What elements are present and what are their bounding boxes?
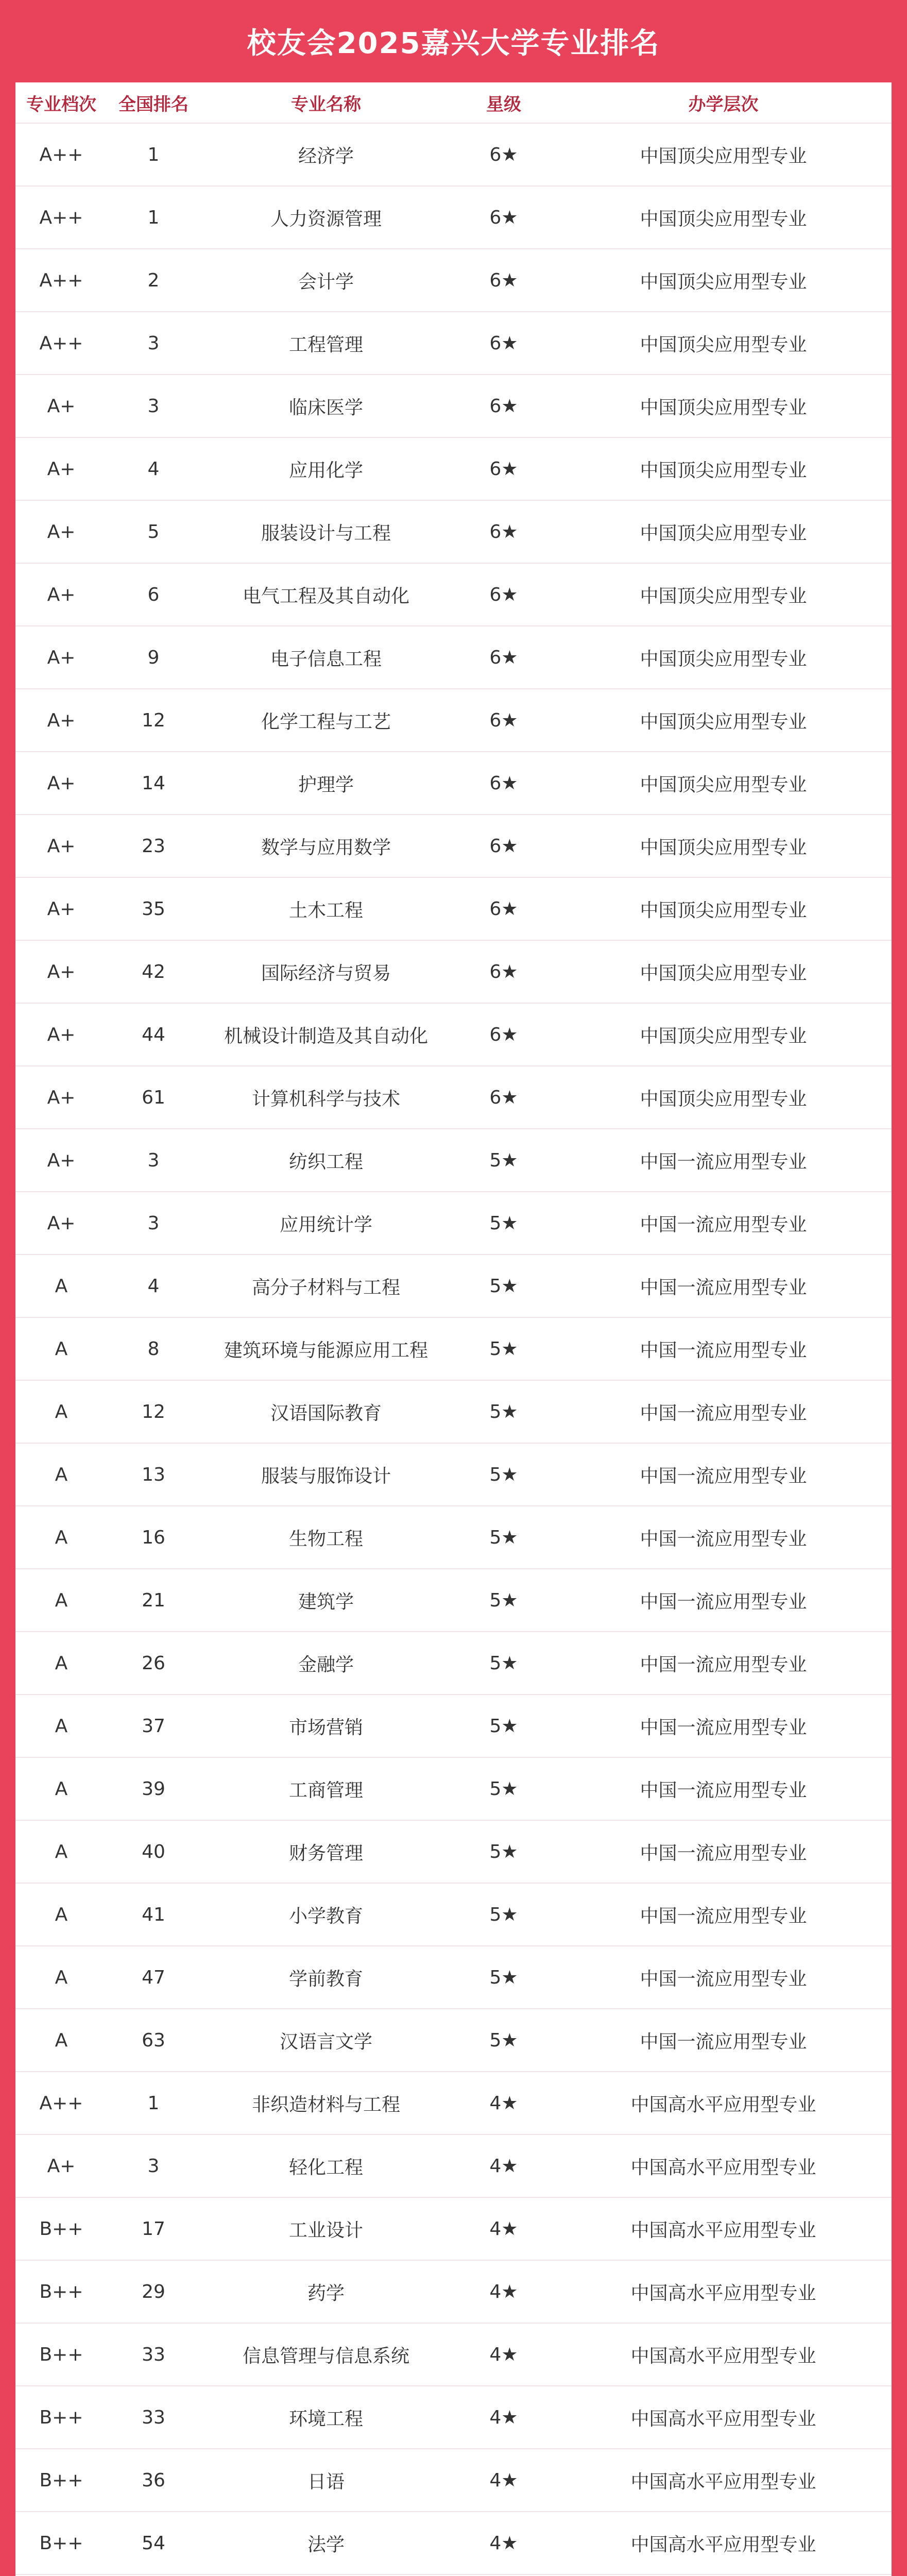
tier-cell: A+ — [47, 709, 76, 731]
star-cell: 4★ — [489, 2281, 518, 2302]
rank-cell: 3 — [147, 395, 160, 417]
major-cell: 金融学 — [298, 1654, 354, 1675]
star-cell: 5★ — [489, 1841, 518, 1862]
major-cell: 计算机科学与技术 — [251, 1088, 400, 1110]
star-cell: 6★ — [489, 772, 518, 794]
table-row — [15, 2135, 892, 2198]
star-cell: 4★ — [489, 2092, 518, 2114]
table-row — [15, 1758, 892, 1821]
star-cell: 4★ — [489, 2344, 518, 2365]
star-cell: 6★ — [489, 709, 518, 731]
tier-cell: A — [55, 1841, 68, 1862]
ranking-table — [15, 82, 892, 2576]
tier-cell: A+ — [47, 1149, 76, 1171]
tier-cell: A — [55, 1652, 68, 1674]
major-cell: 法学 — [307, 2534, 345, 2555]
major-cell: 信息管理与信息系统 — [242, 2345, 409, 2367]
major-cell: 机械设计制造及其自动化 — [224, 1025, 428, 1047]
rank-cell: 23 — [142, 835, 165, 857]
tier-cell: A+ — [47, 961, 76, 982]
tier-cell: A++ — [39, 207, 83, 228]
table-row — [15, 1569, 892, 1632]
rank-cell: 39 — [142, 1778, 165, 1800]
table-row — [15, 375, 892, 438]
major-cell: 市场营销 — [288, 1717, 363, 1738]
rank-cell: 3 — [147, 1212, 160, 1234]
table-row — [15, 2198, 892, 2261]
star-cell: 4★ — [489, 2218, 518, 2240]
table-row — [15, 501, 892, 564]
table-row — [15, 1444, 892, 1506]
major-cell: 环境工程 — [288, 2408, 363, 2430]
rank-cell: 42 — [142, 961, 165, 982]
rank-cell: 1 — [147, 2092, 160, 2114]
tier-cell: A+ — [47, 2155, 76, 2177]
star-cell: 6★ — [489, 144, 518, 165]
level-cell: 中国一流应用型专业 — [640, 1151, 807, 1173]
major-cell: 会计学 — [298, 271, 354, 293]
rank-cell: 33 — [142, 2406, 165, 2428]
rank-cell: 3 — [147, 332, 160, 354]
major-cell: 土木工程 — [288, 900, 363, 921]
level-cell: 中国顶尖应用型专业 — [640, 522, 807, 544]
rank-cell: 4 — [147, 1275, 160, 1297]
star-cell: 5★ — [489, 1149, 518, 1171]
table-row — [15, 689, 892, 752]
tier-cell: A++ — [39, 332, 83, 354]
rank-cell: 4 — [147, 458, 160, 480]
rank-cell: 35 — [142, 898, 165, 920]
rank-cell: 1 — [147, 207, 160, 228]
major-cell: 建筑学 — [298, 1591, 354, 1613]
major-cell: 工程管理 — [288, 334, 363, 355]
star-cell: 5★ — [489, 1904, 518, 1925]
level-cell: 中国一流应用型专业 — [640, 1654, 807, 1675]
tier-cell: B++ — [39, 2469, 83, 2491]
rank-cell: 3 — [147, 1149, 160, 1171]
level-cell: 中国一流应用型专业 — [640, 1717, 807, 1738]
major-cell: 学前教育 — [288, 1968, 363, 1990]
star-cell: 6★ — [489, 835, 518, 857]
level-cell: 中国顶尖应用型专业 — [640, 900, 807, 921]
table-header — [15, 82, 892, 124]
star-cell: 4★ — [489, 2532, 518, 2554]
major-cell: 高分子材料与工程 — [251, 1277, 400, 1298]
level-cell: 中国顶尖应用型专业 — [640, 1088, 807, 1110]
major-cell: 应用化学 — [288, 460, 363, 481]
level-cell: 中国顶尖应用型专业 — [640, 208, 807, 230]
level-cell: 中国顶尖应用型专业 — [640, 711, 807, 733]
star-cell: 5★ — [489, 1275, 518, 1297]
header-star-level: 星级 — [486, 94, 521, 115]
rank-cell: 41 — [142, 1904, 165, 1925]
page-title: 校友会2025嘉兴大学专业排名 — [247, 27, 660, 60]
major-cell: 服装与服饰设计 — [261, 1465, 391, 1487]
level-cell: 中国高水平应用型专业 — [630, 2282, 816, 2304]
major-cell: 护理学 — [298, 774, 354, 795]
header-school-level: 办学层次 — [688, 94, 759, 115]
tier-cell: A+ — [47, 835, 76, 857]
tier-cell: A+ — [47, 772, 76, 794]
rank-cell: 37 — [142, 1715, 165, 1737]
star-cell: 5★ — [489, 1589, 518, 1611]
major-cell: 药学 — [307, 2282, 345, 2304]
star-cell: 6★ — [489, 647, 518, 668]
table-row — [15, 1884, 892, 1946]
table-row — [15, 1695, 892, 1758]
tier-cell: B++ — [39, 2218, 83, 2240]
major-cell: 小学教育 — [288, 1905, 363, 1927]
table-row — [15, 564, 892, 626]
level-cell: 中国顶尖应用型专业 — [640, 837, 807, 858]
tier-cell: A — [55, 1715, 68, 1737]
level-cell: 中国一流应用型专业 — [640, 1905, 807, 1927]
tier-cell: A — [55, 1589, 68, 1611]
major-cell: 数学与应用数学 — [261, 837, 391, 858]
major-cell: 工业设计 — [288, 2219, 363, 2241]
level-cell: 中国一流应用型专业 — [640, 1465, 807, 1487]
rank-cell: 44 — [142, 1024, 165, 1045]
tier-cell: A — [55, 1464, 68, 1485]
star-cell: 6★ — [489, 1087, 518, 1108]
rank-cell: 6 — [147, 584, 160, 605]
tier-cell: A+ — [47, 1212, 76, 1234]
level-cell: 中国顶尖应用型专业 — [640, 585, 807, 607]
rank-cell: 21 — [142, 1589, 165, 1611]
header-national-rank: 全国排名 — [118, 94, 189, 115]
rank-cell: 3 — [147, 2155, 160, 2177]
level-cell: 中国顶尖应用型专业 — [640, 774, 807, 795]
table-row — [15, 1004, 892, 1066]
rank-cell: 5 — [147, 521, 160, 543]
star-cell: 6★ — [489, 961, 518, 982]
major-cell: 生物工程 — [288, 1528, 363, 1550]
level-cell: 中国高水平应用型专业 — [630, 2345, 816, 2367]
major-cell: 日语 — [307, 2471, 345, 2493]
star-cell: 5★ — [489, 1464, 518, 1485]
table-row — [15, 312, 892, 375]
tier-cell: B++ — [39, 2532, 83, 2554]
star-cell: 6★ — [489, 1024, 518, 1045]
table-row — [15, 815, 892, 878]
table-row — [15, 438, 892, 501]
table-row — [15, 2261, 892, 2324]
table-row — [15, 752, 892, 815]
rank-cell: 61 — [142, 1087, 165, 1108]
level-cell: 中国高水平应用型专业 — [630, 2094, 816, 2115]
level-cell: 中国顶尖应用型专业 — [640, 334, 807, 355]
major-cell: 化学工程与工艺 — [261, 711, 391, 733]
rank-cell: 54 — [142, 2532, 165, 2554]
tier-cell: A++ — [39, 269, 83, 291]
tier-cell: A — [55, 2029, 68, 2051]
rank-cell: 26 — [142, 1652, 165, 1674]
table-row — [15, 249, 892, 312]
major-cell: 电气工程及其自动化 — [242, 585, 409, 607]
major-cell: 财务管理 — [288, 1842, 363, 1864]
table-row — [15, 626, 892, 689]
star-cell: 6★ — [489, 395, 518, 417]
star-cell: 5★ — [489, 1527, 518, 1548]
table-row — [15, 1255, 892, 1318]
level-cell: 中国顶尖应用型专业 — [640, 145, 807, 167]
star-cell: 5★ — [489, 1778, 518, 1800]
star-cell: 6★ — [489, 332, 518, 354]
table-row — [15, 1946, 892, 2009]
table-row — [15, 2386, 892, 2449]
rank-cell: 29 — [142, 2281, 165, 2302]
level-cell: 中国一流应用型专业 — [640, 1968, 807, 1990]
star-cell: 5★ — [489, 2029, 518, 2051]
table-row — [15, 1821, 892, 1884]
level-cell: 中国顶尖应用型专业 — [640, 648, 807, 670]
rank-cell: 36 — [142, 2469, 165, 2491]
rank-cell: 47 — [142, 1967, 165, 1988]
rank-cell: 14 — [142, 772, 165, 794]
level-cell: 中国顶尖应用型专业 — [640, 397, 807, 418]
table-row — [15, 2449, 892, 2512]
star-cell: 6★ — [489, 269, 518, 291]
level-cell: 中国高水平应用型专业 — [630, 2157, 816, 2178]
table-row — [15, 2072, 892, 2135]
tier-cell: A — [55, 1778, 68, 1800]
rank-cell: 12 — [142, 1401, 165, 1422]
major-cell: 人力资源管理 — [270, 208, 382, 230]
table-row — [15, 1318, 892, 1381]
star-cell: 4★ — [489, 2406, 518, 2428]
star-cell: 5★ — [489, 1212, 518, 1234]
level-cell: 中国高水平应用型专业 — [630, 2471, 816, 2493]
rank-cell: 9 — [147, 647, 160, 668]
tier-cell: A+ — [47, 584, 76, 605]
table-row — [15, 2009, 892, 2072]
tier-cell: A — [55, 1401, 68, 1422]
rank-cell: 16 — [142, 1527, 165, 1548]
tier-cell: A — [55, 1904, 68, 1925]
level-cell: 中国一流应用型专业 — [640, 1402, 807, 1424]
major-cell: 轻化工程 — [288, 2157, 363, 2178]
level-cell: 中国顶尖应用型专业 — [640, 962, 807, 984]
level-cell: 中国顶尖应用型专业 — [640, 271, 807, 293]
rank-cell: 40 — [142, 1841, 165, 1862]
major-cell: 经济学 — [298, 145, 354, 167]
tier-cell: A+ — [47, 521, 76, 543]
rank-cell: 1 — [147, 144, 160, 165]
tier-cell: A+ — [47, 1087, 76, 1108]
table-row — [15, 1381, 892, 1444]
level-cell: 中国顶尖应用型专业 — [640, 1025, 807, 1047]
star-cell: 5★ — [489, 1652, 518, 1674]
level-cell: 中国高水平应用型专业 — [630, 2408, 816, 2430]
star-cell: 6★ — [489, 898, 518, 920]
level-cell: 中国顶尖应用型专业 — [640, 460, 807, 481]
major-cell: 汉语言文学 — [279, 2031, 372, 2053]
level-cell: 中国一流应用型专业 — [640, 1340, 807, 1361]
major-cell: 服装设计与工程 — [261, 522, 391, 544]
star-cell: 6★ — [489, 584, 518, 605]
tier-cell: A — [55, 1338, 68, 1360]
star-cell: 6★ — [489, 521, 518, 543]
level-cell: 中国一流应用型专业 — [640, 1214, 807, 1235]
table-row — [15, 2512, 892, 2575]
star-cell: 5★ — [489, 1338, 518, 1360]
star-cell: 4★ — [489, 2469, 518, 2491]
level-cell: 中国一流应用型专业 — [640, 1591, 807, 1613]
star-cell: 4★ — [489, 2155, 518, 2177]
tier-cell: A+ — [47, 458, 76, 480]
level-cell: 中国一流应用型专业 — [640, 2031, 807, 2053]
level-cell: 中国高水平应用型专业 — [630, 2534, 816, 2555]
rank-cell: 8 — [147, 1338, 160, 1360]
tier-cell: A++ — [39, 144, 83, 165]
header-major-name: 专业名称 — [291, 94, 361, 115]
tier-cell: B++ — [39, 2344, 83, 2365]
table-row — [15, 187, 892, 249]
star-cell: 6★ — [489, 458, 518, 480]
major-cell: 临床医学 — [288, 397, 363, 418]
major-cell: 应用统计学 — [279, 1214, 372, 1235]
rank-cell: 63 — [142, 2029, 165, 2051]
tier-cell: B++ — [39, 2406, 83, 2428]
tier-cell: A — [55, 1275, 68, 1297]
level-cell: 中国高水平应用型专业 — [630, 2219, 816, 2241]
tier-cell: A+ — [47, 1024, 76, 1045]
rank-cell: 2 — [147, 269, 160, 291]
rank-cell: 17 — [142, 2218, 165, 2240]
star-cell: 5★ — [489, 1967, 518, 1988]
level-cell: 中国一流应用型专业 — [640, 1528, 807, 1550]
tier-cell: B++ — [39, 2281, 83, 2302]
major-cell: 国际经济与贸易 — [261, 962, 391, 984]
star-cell: 5★ — [489, 1401, 518, 1422]
table-row — [15, 1129, 892, 1192]
table-row — [15, 878, 892, 941]
table-row — [15, 1192, 892, 1255]
table-row — [15, 1506, 892, 1569]
table-row — [15, 1632, 892, 1695]
star-cell: 6★ — [489, 207, 518, 228]
rank-cell: 12 — [142, 709, 165, 731]
major-cell: 建筑环境与能源应用工程 — [224, 1340, 428, 1361]
star-cell: 5★ — [489, 1715, 518, 1737]
tier-cell: A+ — [47, 395, 76, 417]
tier-cell: A++ — [39, 2092, 83, 2114]
level-cell: 中国一流应用型专业 — [640, 1780, 807, 1801]
major-cell: 电子信息工程 — [270, 648, 382, 670]
header-tier: 专业档次 — [26, 94, 96, 115]
major-cell: 纺织工程 — [288, 1151, 363, 1173]
rank-cell: 33 — [142, 2344, 165, 2365]
tier-cell: A+ — [47, 898, 76, 920]
level-cell: 中国一流应用型专业 — [640, 1842, 807, 1864]
major-cell: 非织造材料与工程 — [251, 2094, 400, 2115]
table-row — [15, 2324, 892, 2386]
tier-cell: A — [55, 1527, 68, 1548]
rank-cell: 13 — [142, 1464, 165, 1485]
level-cell: 中国一流应用型专业 — [640, 1277, 807, 1298]
tier-cell: A — [55, 1967, 68, 1988]
tier-cell: A+ — [47, 647, 76, 668]
table-row — [15, 941, 892, 1004]
major-cell: 汉语国际教育 — [270, 1402, 382, 1424]
table-row — [15, 1066, 892, 1129]
table-row — [15, 124, 892, 187]
major-cell: 工商管理 — [288, 1780, 363, 1801]
